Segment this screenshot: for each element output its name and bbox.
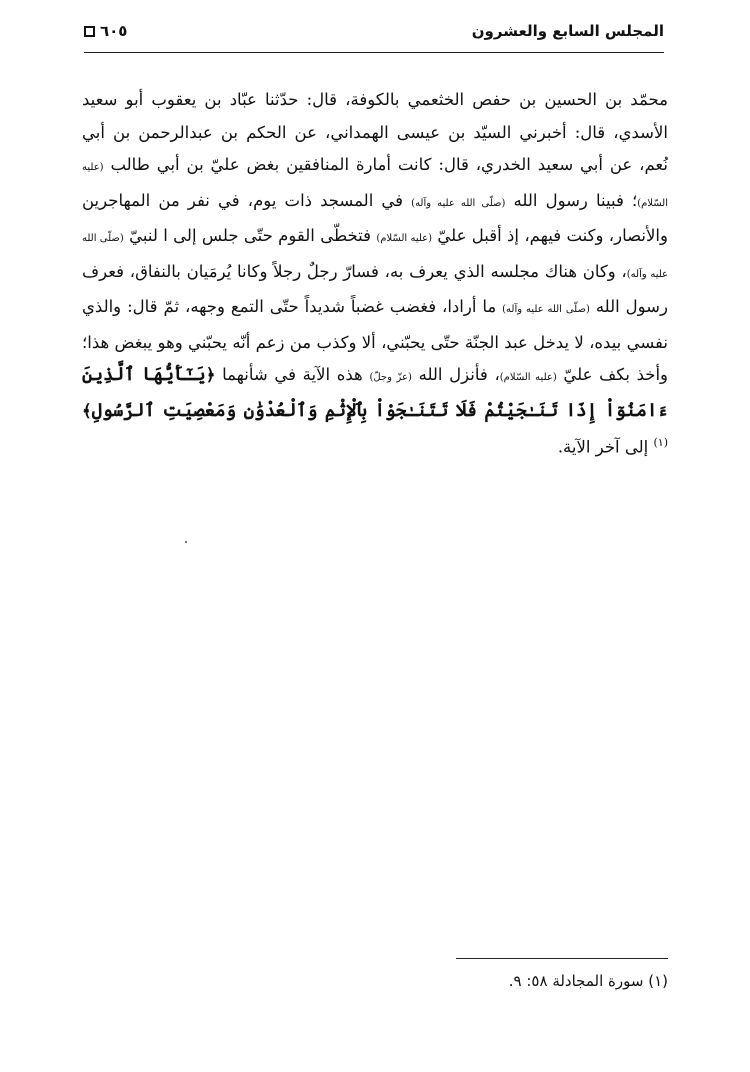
honorific-formula: (عليه السّلام)	[499, 372, 557, 383]
quran-verse: يَـٰٓأَيُّهَا ٱلَّذِينَ ءَامَنُوٓاْ إِذَا تَنَـٰجَيْتُمْ فَلَا تَتَنَـٰجَوْاْ بِٱلْإِثْمِ وَٱلْعُدْوَٰنِ وَمَعْصِيَتِ ٱلرَّسُولِ	[82, 364, 668, 421]
main-text	[82, 84, 668, 464]
honorific-formula: (عليه السّلام)	[82, 162, 669, 209]
footnote: (١) سورة المجادلة ٥٨: ٩.	[508, 972, 668, 990]
honorific-formula: (صلّى الله عليه وآله)	[82, 233, 668, 280]
text-run: ؛ فبينا رسول الله	[513, 190, 638, 210]
footnote-reference[interactable]: (١)	[653, 436, 668, 449]
page-header	[84, 18, 664, 53]
verse-close-bracket: ﴾	[82, 400, 92, 420]
running-head: المجلس السابع والعشرون	[471, 22, 664, 40]
page-number: ٦٠٥	[100, 22, 128, 40]
square-icon	[84, 26, 95, 37]
honorific-formula: (عزّ وجلّ)	[369, 372, 412, 383]
text-run: ، وكان هناك مجلسه الذي يعرف به، فسارّ رجلٌ رجلاً وكانا يُرمَيان بالنفاق، فعرف رسول الله	[82, 261, 668, 316]
narration-paragraph	[82, 84, 668, 464]
text-run: ما أرادا، فغضب غضباً شديداً حتّى التمع وجهه، ثمّ قال: والذي نفسي بيده، لا يدخل عبد الجنّة حتّى يحبّني، ألا وكذب من زعم أنّه يحبّني وهو يبغض هذا؛ وأخذ بكف عليّ	[82, 297, 669, 384]
text-run: ، فأنزل الله	[418, 365, 500, 384]
text-run: هذه الآية في شأنهما	[222, 365, 363, 384]
honorific-formula: (صلّى الله عليه وآله)	[502, 304, 590, 315]
footnote-divider	[456, 958, 668, 959]
page-number-marker	[84, 22, 127, 40]
stray-dot	[185, 541, 187, 543]
text-run: فتخطّى القوم حتّى جلس إلى ا لنبيّ	[129, 226, 372, 245]
honorific-formula: (صلّى الله عليه وآله)	[411, 197, 506, 209]
honorific-formula: (عليه السّلام)	[376, 233, 433, 244]
verse-open-bracket: ﴿	[205, 365, 216, 384]
text-run: في المسجد ذات يوم، في نفر من المهاجرين والأنصار، وكنت فيهم، إذ أقبل عليّ	[82, 190, 668, 245]
text-run: إلى آخر الآية.	[557, 437, 649, 457]
text-run: محمّد بن الحسين بن حفص الخثعمي بالكوفة، قال: حدّثنا عبّاد بن يعقوب أبو سعيد الأسدي، قال: أخبرني السيّد بن عيسى الهمداني، عن الحكم بن عبدالرحمن بن أبي نُعم، عن أبي سعيد الخدري، قال: كانت أمارة المنافقين بغض عليّ بن أبي طالب	[82, 90, 668, 174]
